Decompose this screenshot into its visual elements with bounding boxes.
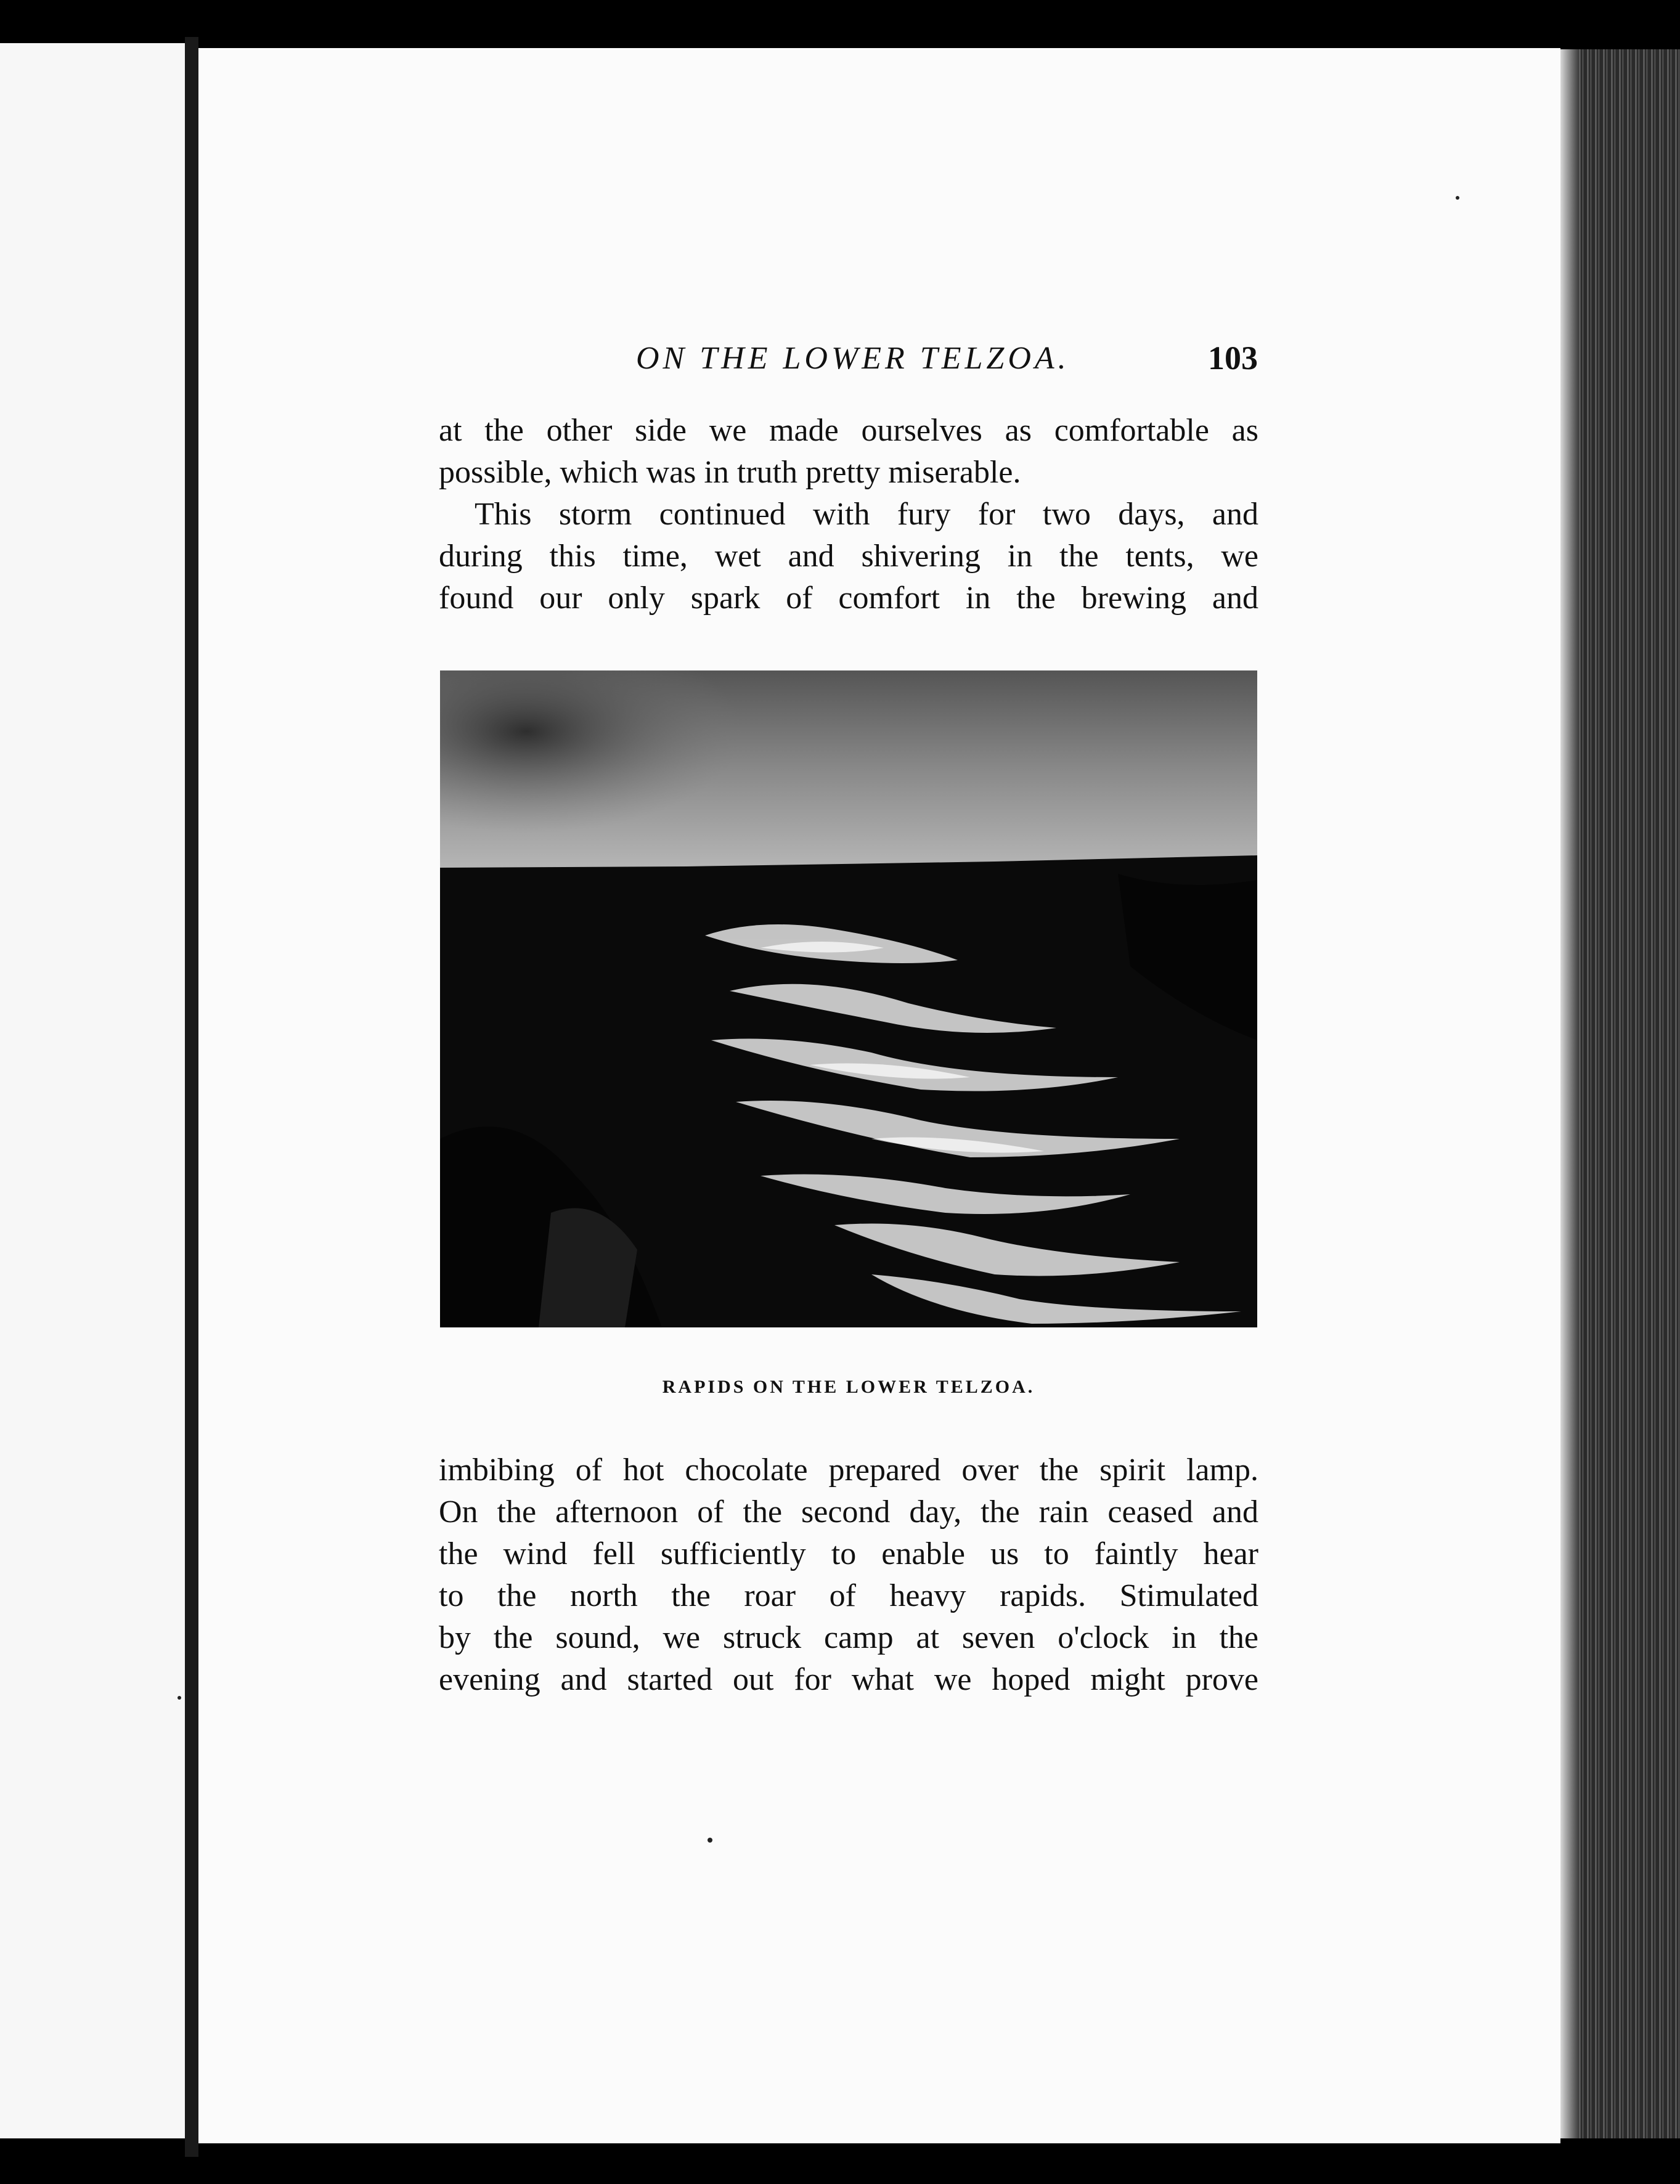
page-number: 103 [1208,340,1258,377]
text-line: found our only spark of comfort in the brewing and [439,581,1258,616]
facing-page-edge [0,43,185,2138]
text-line: possible, which was in truth pretty miserable. [439,455,1021,490]
page-edge-shadow [1560,49,1579,2138]
gutter [185,37,198,2157]
text-line: This storm continued with fury for two days, and [475,497,1258,532]
text-line: during this time, wet and shivering in the tents, we [439,539,1258,574]
figure-caption: RAPIDS ON THE LOWER TELZOA. [662,1377,1035,1397]
running-head: ON THE LOWER TELZOA. [636,341,1070,376]
text-line: imbibing of hot chocolate prepared over the spirit lamp. [439,1453,1258,1488]
scan-speck [707,1838,712,1843]
text-line: On the afternoon of the second day, the rain ceased and [439,1494,1258,1530]
scan-speck [177,1696,181,1700]
scan-speck [1456,196,1459,200]
text-line: the wind fell sufficiently to enable us to faintly hear [439,1536,1258,1571]
paragraph-storm [439,494,1258,619]
text-line: by the sound, we struck camp at seven o'clock in the [439,1620,1258,1655]
rapids-photograph [440,670,1257,1327]
paragraph-rapids [439,1449,1258,1701]
text-line: evening and started out for what we hoped might prove [439,1662,1258,1697]
text-line: to the north the roar of heavy rapids. Stimulated [439,1578,1258,1613]
text-line: at the other side we made ourselves as comfortable as [439,413,1258,448]
paragraph-continued [439,410,1258,494]
